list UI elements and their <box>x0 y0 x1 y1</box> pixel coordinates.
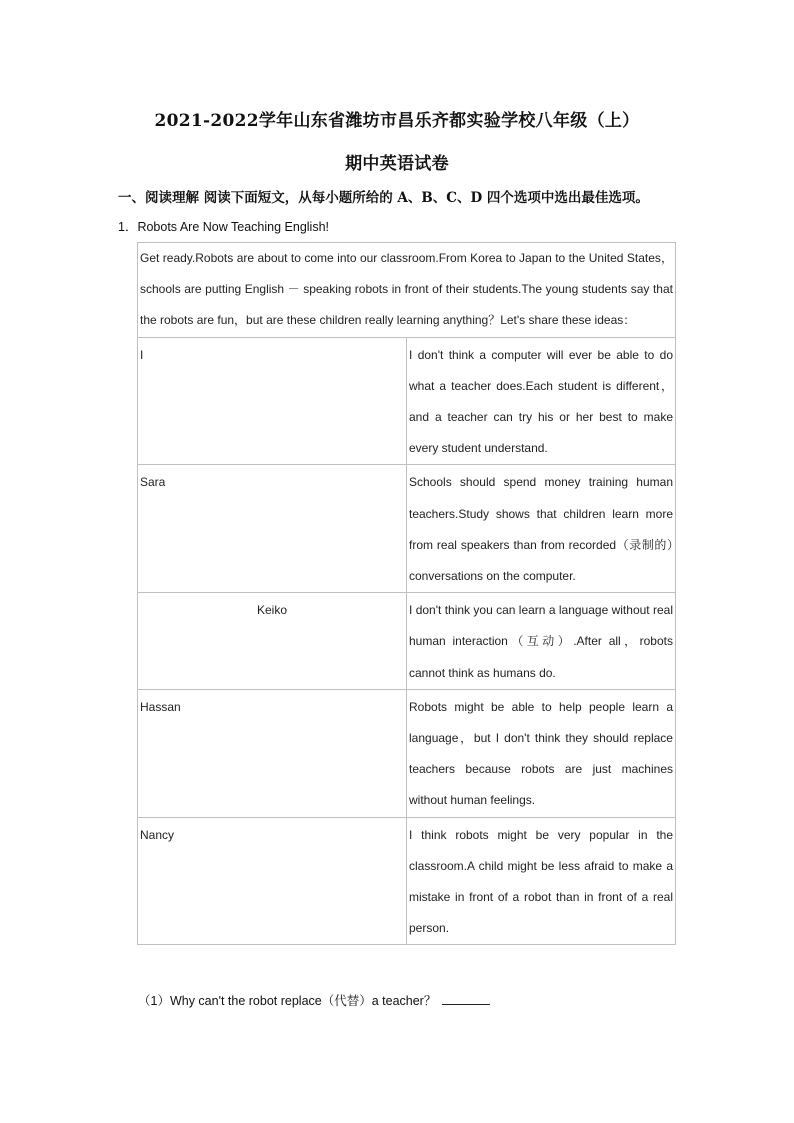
opinion-text: Schools should spend money training human teachers.Study shows that children learn more from real speakers than from recorded（录制的）conversations on the computer. <box>407 465 676 593</box>
opinion-row <box>138 817 676 945</box>
opinion-row <box>138 689 676 817</box>
exam-title-line1: 2021-2022学年山东省潍坊市昌乐齐都实验学校八年级（上） <box>154 111 640 131</box>
opinion-speaker: I <box>138 337 407 465</box>
passage-table <box>137 242 676 945</box>
opinion-text: I don't think a computer will ever be able to do what a teacher does.Each student is different，and a teacher can try his or her best to make every student understand. <box>407 337 676 465</box>
exam-title-line2: 期中英语试卷 <box>345 154 449 174</box>
intro-row <box>138 243 676 338</box>
opinion-speaker: Hassan <box>138 689 407 817</box>
opinion-row <box>138 593 676 690</box>
opinion-row <box>138 337 676 465</box>
question-1-title: 1．Robots Are Now Teaching English! <box>118 220 329 234</box>
sub-question-1 <box>138 991 490 1009</box>
opinion-speaker: Sara <box>138 465 407 593</box>
opinion-row <box>138 465 676 593</box>
opinion-text: I don't think you can learn a language without real human interaction（互动）.After all，robots cannot think as humans do. <box>407 593 676 690</box>
opinion-speaker: Keiko <box>138 593 407 690</box>
section-heading: 一、阅读理解 阅读下面短文，从每小题所给的 A、B、C、D 四个选项中选出最佳选项。 <box>118 190 649 206</box>
opinion-text: Robots might be able to help people learn a language，but I don't think they should replace teachers because robots are just machines without human feelings. <box>407 689 676 817</box>
opinion-speaker: Nancy <box>138 817 407 945</box>
passage-intro: Get ready.Robots are about to come into our classroom.From Korea to Japan to the United States， schools are putting English － speaking robots in front of their students.The young students say that the robots are fun，but are these children really learning anything？Let's share these ideas： <box>138 243 676 338</box>
opinion-text: I think robots might be very popular in the classroom.A child might be less afraid to make a mistake in front of a robot than in front of a real person. <box>407 817 676 945</box>
sub-question-1-text: （1）Why can't the robot replace（代替）a teacher？ <box>138 994 437 1008</box>
answer-blank[interactable] <box>442 991 490 1005</box>
